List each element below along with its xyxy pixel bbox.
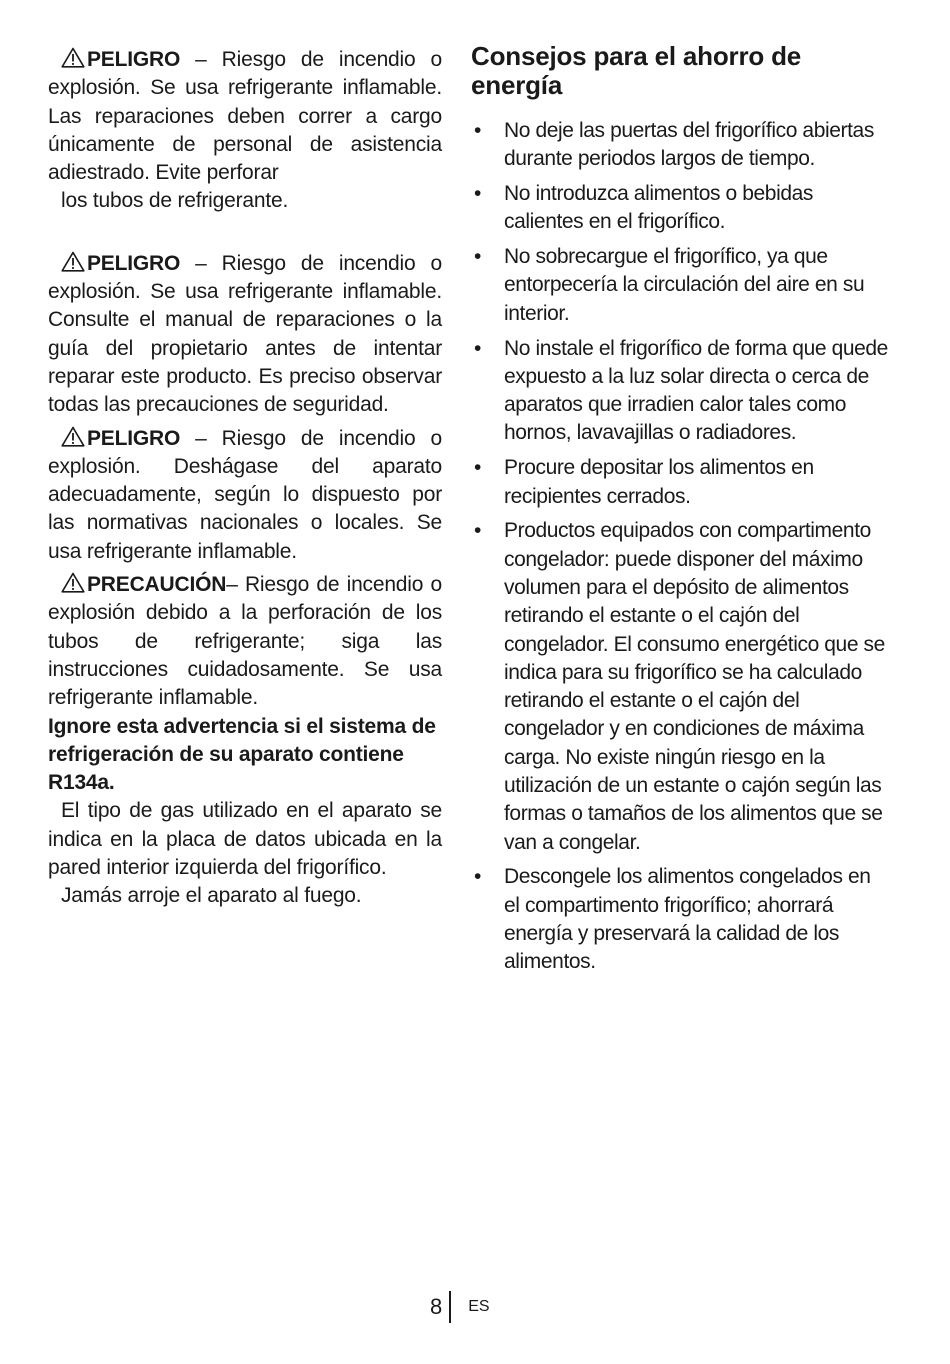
warning-triangle-icon (61, 251, 85, 272)
list-item (471, 454, 891, 511)
tip-text: Procure depositar los alimentos en recipientes cerrados. (504, 456, 814, 508)
warning-label: PELIGRO (87, 426, 181, 450)
right-column (471, 42, 891, 983)
caution-text: – Riesgo de incendio o explosión debido a la perforación de los tubos de refrigerante; siga las instrucciones cuidadosamente. Se usa refrigerante inflamable. (48, 573, 442, 710)
bullet-icon: • (474, 182, 481, 206)
list-item (471, 863, 891, 976)
page-number: 8 (430, 1294, 443, 1319)
warning-triangle-icon (61, 47, 85, 68)
warning-text: – Riesgo de incendio o explosión. Se usa refrigerante inflamable. Consulte el manual de reparaciones o la guía del propietario antes de intentar reparar este producto. Es preciso observar todas las precauciones de seguridad. (48, 251, 442, 417)
language-code: ES (468, 1298, 490, 1315)
warning-label: PELIGRO (87, 251, 181, 275)
caution-paragraph (48, 571, 442, 712)
section-title: Consejos para el ahorro de energía (471, 41, 802, 100)
warning-paragraph-2 (48, 250, 442, 420)
warning-paragraph-1 (48, 46, 442, 187)
r134a-note: Ignore esta advertencia si el sistema de refrigeración de su aparato contiene R134a. (48, 714, 436, 795)
warning-label: PELIGRO (87, 48, 181, 71)
list-item (471, 243, 891, 328)
tip-text: No introduzca alimentos o bebidas calientes en el frigorífico. (504, 182, 813, 234)
warning-text: – Riesgo de incendio o explosión. Deshágase del aparato adecuadamente, según lo dispuesto por las normativas nacionales o locales. Se usa refrigerante inflamable. (48, 426, 442, 563)
tip-text: Productos equipados con compartimento congelador: puede disponer del máximo volumen para el depósito de alimentos retirando el estante o el cajón del congelador. El consumo energético que se indica para su frigorífico se ha calculado retirando el estante o el cajón del congelador y en condiciones de máxima carga. No existe ningún riesgo en la utilización de un estante o cajón según las formas o tamaños de los alimentos que se van a congelar. (504, 519, 885, 854)
warning-triangle-icon (61, 426, 85, 447)
list-item (471, 517, 891, 857)
bullet-icon: • (474, 519, 481, 543)
bullet-icon: • (474, 245, 481, 269)
bullet-icon: • (474, 456, 481, 480)
list-item (471, 117, 891, 174)
warning-text: – Riesgo de incendio o explosión. Se usa refrigerante inflamable. Las reparaciones deben correr a cargo únicamente de personal de asistencia adiestrado. Evite perforar (48, 48, 442, 185)
bullet-icon: • (474, 865, 481, 889)
warning-continuation: los tubos de refrigerante. (61, 189, 289, 213)
warning-paragraph-3 (48, 425, 442, 566)
tip-text: No instale el frigorífico de forma que quede expuesto a la luz solar directa o cerca de aparatos que irradien calor tales como hornos, lavavajillas o radiadores. (504, 336, 888, 445)
page-separator (449, 1291, 451, 1323)
warning-triangle-icon (61, 572, 85, 593)
tip-text: No sobrecargue el frigorífico, ya que entorpecería la circulación del aire en su interior. (504, 245, 865, 325)
page-footer (430, 1290, 490, 1324)
caution-label: PRECAUCIÓN (87, 573, 227, 597)
list-item (471, 335, 891, 448)
bullet-icon: • (474, 119, 481, 142)
left-column (48, 46, 442, 911)
bullet-icon: • (474, 336, 481, 360)
list-item (471, 180, 891, 237)
fire-note: Jamás arroje el aparato al fuego. (61, 884, 362, 908)
energy-tips-list (471, 117, 891, 977)
tip-text: Descongele los alimentos congelados en el compartimento frigorífico; ahorrará energía y preservará la calidad de los alimentos. (504, 865, 871, 974)
tip-text: No deje las puertas del frigorífico abiertas durante periodos largos de tiempo. (504, 119, 874, 171)
gas-info-paragraph: El tipo de gas utilizado en el aparato se indica en la placa de datos ubicada en la pared interior izquierda del frigorífico. (48, 799, 442, 880)
